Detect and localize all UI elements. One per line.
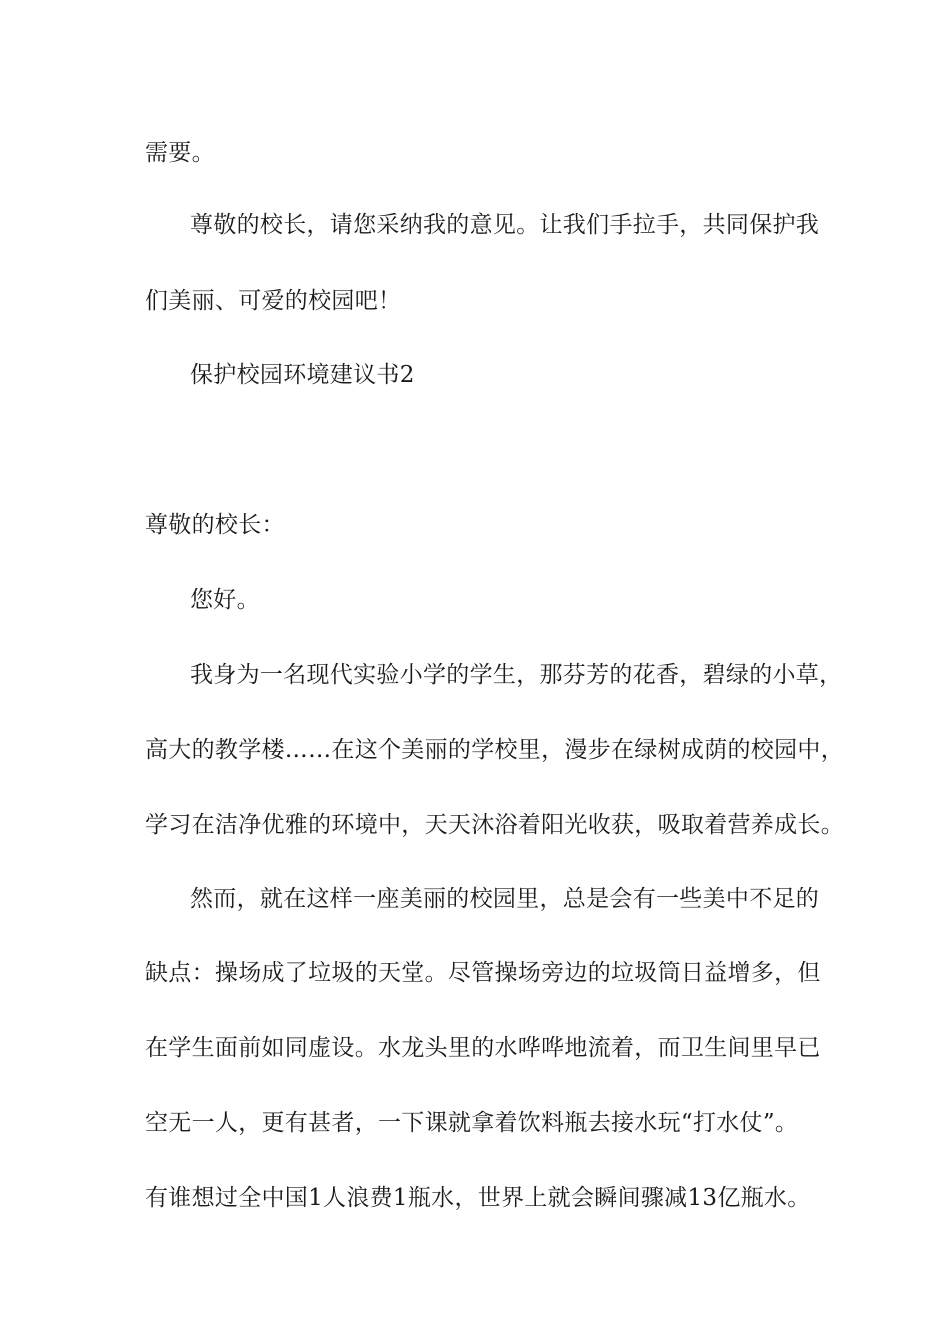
paragraph-line: 高大的教学楼……在这个美丽的学校里，漫步在绿树成荫的校园中， bbox=[145, 737, 844, 763]
paragraph-line: 缺点：操场成了垃圾的天堂。尽管操场旁边的垃圾筒日益增多，但 bbox=[145, 960, 821, 986]
paragraph-line: 尊敬的校长，请您采纳我的意见。让我们手拉手，共同保护我 bbox=[190, 212, 820, 238]
paragraph-line: 有谁想过全中国1人浪费1瓶水，世界上就会瞬间骤减13亿瓶水。 bbox=[145, 1185, 811, 1211]
paragraph-line: 空无一人，更有甚者，一下课就拿着饮料瓶去接水玩“打水仗”。 bbox=[145, 1110, 799, 1136]
paragraph-line: 学习在洁净优雅的环境中，天天沐浴着阳光收获，吸取着营养成长。 bbox=[145, 812, 844, 838]
section-heading: 保护校园环境建议书2 bbox=[190, 362, 415, 388]
greeting: 您好。 bbox=[190, 587, 260, 613]
paragraph-line: 在学生面前如同虚设。水龙头里的水哗哗地流着，而卫生间里早已 bbox=[145, 1035, 821, 1061]
paragraph-line: 们美丽、可爱的校园吧！ bbox=[145, 288, 402, 314]
paragraph-line: 我身为一名现代实验小学的学生，那芬芳的花香，碧绿的小草， bbox=[190, 662, 843, 688]
paragraph-line: 需要。 bbox=[145, 140, 215, 166]
salutation: 尊敬的校长： bbox=[145, 512, 285, 538]
paragraph-line: 然而，就在这样一座美丽的校园里，总是会有一些美中不足的 bbox=[190, 886, 820, 912]
